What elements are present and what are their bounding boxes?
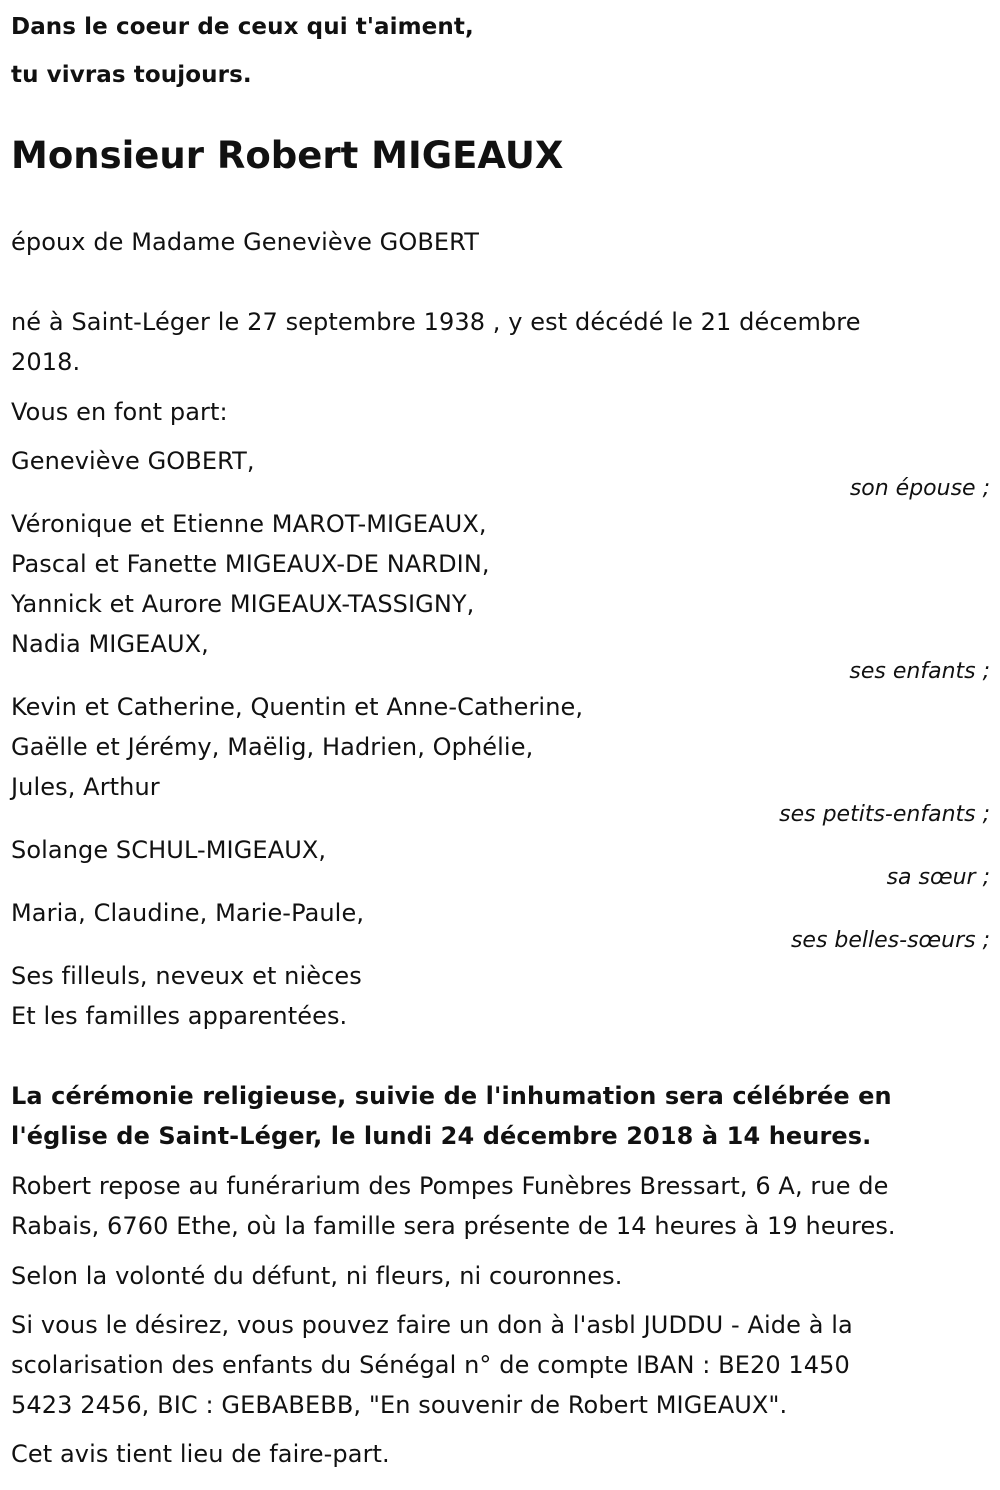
family-closing-block	[11, 956, 990, 1036]
funerarium-line-1: Robert repose au funérarium des Pompes Funèbres Bressart, 6 A, rue de	[11, 1172, 889, 1200]
family-name: Nadia MIGEAUX,	[11, 630, 209, 658]
deceased-name: Monsieur Robert MIGEAUX	[11, 134, 564, 177]
family-group-grandchildren	[11, 687, 990, 827]
family-name: Pascal et Fanette MIGEAUX-DE NARDIN,	[11, 550, 490, 578]
family-closing-line: Et les familles apparentées.	[11, 1002, 348, 1030]
donation-block	[11, 1305, 990, 1425]
birth-death-block	[11, 302, 990, 382]
flowers-block	[11, 1256, 990, 1296]
family-closing-line: Ses filleuls, neveux et nièces	[11, 962, 362, 990]
donation-line-1: Si vous le désirez, vous pouvez faire un don à l'asbl JUDDU - Aide à la	[11, 1311, 853, 1339]
closing-line: Cet avis tient lieu de faire-part.	[11, 1440, 390, 1468]
motto-line-1: Dans le coeur de ceux qui t'aiment,	[11, 14, 474, 40]
birth-death-line-2: 2018.	[11, 348, 81, 376]
family-role: ses petits-enfants ;	[779, 802, 990, 827]
deceased-name-block	[11, 131, 990, 181]
family-name: Maria, Claudine, Marie-Paule,	[11, 899, 365, 927]
family-group-spouse	[11, 441, 990, 501]
family-name: Gaëlle et Jérémy, Maëlig, Hadrien, Ophélie,	[11, 733, 534, 761]
family-name: Jules, Arthur	[11, 773, 160, 801]
funerarium-line-2: Rabais, 6760 Ethe, où la famille sera présente de 14 heures à 19 heures.	[11, 1212, 896, 1240]
funerarium-block	[11, 1166, 990, 1246]
spouse-block	[11, 222, 990, 262]
family-role: ses enfants ;	[849, 659, 990, 684]
family-role: ses belles-sœurs ;	[790, 928, 990, 953]
family-name: Solange SCHUL-MIGEAUX,	[11, 836, 327, 864]
family-group-sister	[11, 830, 990, 890]
family-name: Yannick et Aurore MIGEAUX-TASSIGNY,	[11, 590, 475, 618]
announcement-intro: Vous en font part:	[11, 398, 228, 426]
donation-line-3: 5423 2456, BIC : GEBABEBB, "En souvenir de Robert MIGEAUX".	[11, 1391, 788, 1419]
family-name: Véronique et Etienne MAROT-MIGEAUX,	[11, 510, 487, 538]
family-name: Geneviève GOBERT,	[11, 447, 255, 475]
announcement-intro-block	[11, 392, 990, 432]
family-group-sisters-in-law	[11, 893, 990, 953]
flowers-line: Selon la volonté du défunt, ni fleurs, ni couronnes.	[11, 1262, 623, 1290]
motto	[11, 3, 990, 99]
ceremony-block	[11, 1076, 990, 1156]
motto-line-2: tu vivras toujours.	[11, 62, 252, 88]
closing-block	[11, 1434, 990, 1474]
ceremony-line-2: l'église de Saint-Léger, le lundi 24 décembre 2018 à 14 heures.	[11, 1122, 872, 1150]
family-group-children	[11, 504, 990, 684]
family-role: son épouse ;	[849, 476, 990, 501]
donation-line-2: scolarisation des enfants du Sénégal n° de compte IBAN : BE20 1450	[11, 1351, 850, 1379]
birth-death-line-1: né à Saint-Léger le 27 septembre 1938 , y est décédé le 21 décembre	[11, 308, 861, 336]
family-name: Kevin et Catherine, Quentin et Anne-Catherine,	[11, 693, 584, 721]
spouse-line: époux de Madame Geneviève GOBERT	[11, 228, 479, 256]
family-role: sa sœur ;	[886, 865, 990, 890]
ceremony-line-1: La cérémonie religieuse, suivie de l'inhumation sera célébrée en	[11, 1082, 892, 1110]
